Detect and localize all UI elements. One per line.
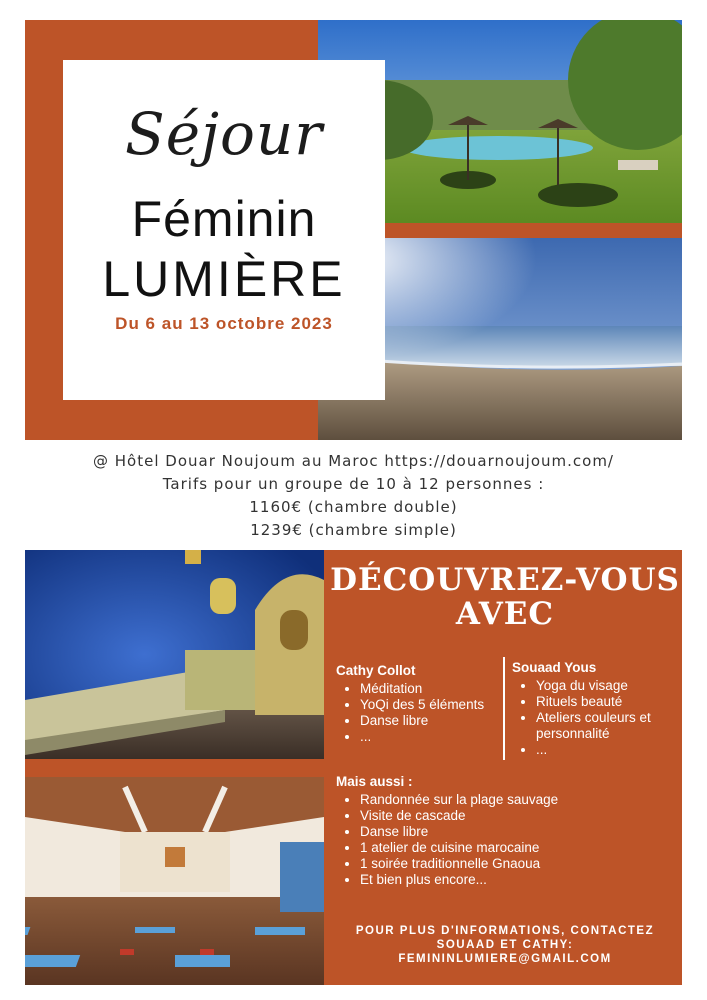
title-line-2: LUMIÈRE	[102, 251, 346, 307]
list-item: • 1 soirée traditionnelle Gnaoua	[360, 856, 656, 872]
info-block	[0, 450, 707, 542]
contact-block	[330, 924, 680, 966]
column-divider	[503, 657, 505, 760]
list-item: • Ateliers couleurs et personnalité	[536, 710, 677, 742]
list-item: • Danse libre	[360, 824, 656, 840]
list-item: • Danse libre	[360, 713, 501, 729]
contact-line-2: SOUAAD ET CATHY:	[436, 939, 574, 951]
contact-line-1: POUR PLUS D'INFORMATIONS, CONTACTEZ	[355, 925, 655, 937]
list-item: • Visite de cascade	[360, 808, 656, 824]
souaad-column	[512, 660, 677, 758]
cathy-name: Cathy Collot	[336, 663, 416, 678]
souaad-name: Souaad Yous	[512, 660, 597, 675]
list-item: • Méditation	[360, 681, 501, 697]
cathy-column	[336, 663, 501, 745]
title-card	[63, 60, 385, 400]
list-item: • Et bien plus encore...	[360, 872, 656, 888]
price-double: 1160€ (chambre double)	[249, 498, 458, 516]
discover-line-2: AVEC	[455, 596, 555, 632]
list-item: • YoQi des 5 éléments	[360, 697, 501, 713]
title-line-1: Féminin	[131, 191, 317, 247]
discover-heading	[330, 563, 680, 631]
hammam-photo	[25, 550, 324, 759]
also-section	[336, 774, 656, 888]
price-single: 1239€ (chambre simple)	[250, 521, 457, 539]
venue-line: @ Hôtel Douar Noujoum au Maroc https://douarnoujoum.com/	[93, 452, 614, 470]
contact-email[interactable]: FEMININLUMIERE@GMAIL.COM	[398, 953, 612, 965]
list-item: • ...	[360, 729, 501, 745]
title-script: Séjour	[124, 100, 324, 168]
discover-line-1: DÉCOUVREZ-VOUS	[330, 562, 680, 598]
list-item: • 1 atelier de cuisine marocaine	[360, 840, 656, 856]
list-item: • Randonnée sur la plage sauvage	[360, 792, 656, 808]
list-item: • Rituels beauté	[536, 694, 677, 710]
also-title: Mais aussi :	[336, 774, 413, 789]
list-item: • Yoga du visage	[536, 678, 677, 694]
list-item: • ...	[536, 742, 677, 758]
event-dates: Du 6 au 13 octobre 2023	[115, 314, 333, 333]
yoga-room-photo	[25, 777, 324, 985]
pricing-intro: Tarifs pour un groupe de 10 à 12 personnes :	[162, 475, 545, 493]
